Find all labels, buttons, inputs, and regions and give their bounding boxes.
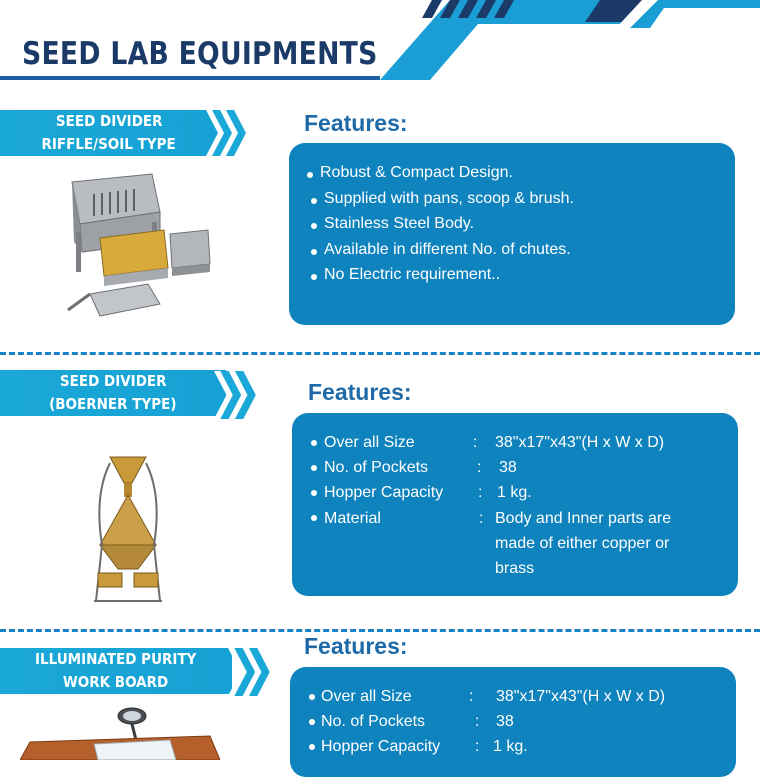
spec-separator: :: [479, 510, 484, 527]
boerner-divider-icon: [88, 455, 168, 607]
tab-line-1: SEED DIVIDER: [55, 112, 163, 130]
spec-label: No. of Pockets: [321, 713, 426, 730]
page-title: SEED LAB EQUIPMENTS: [22, 36, 378, 72]
spec-separator: :: [475, 713, 480, 730]
feature-item: Robust & Compact Design.: [320, 164, 513, 181]
spec-value: 1 kg.: [493, 738, 528, 755]
spec-label: Material: [324, 510, 381, 527]
seed-divider-riffle-icon: [60, 172, 220, 324]
tab-line-1: SEED DIVIDER: [59, 372, 167, 390]
features-box-riffle: [289, 143, 735, 325]
features-heading: Features:: [308, 379, 412, 405]
bullet-dot: [311, 440, 317, 446]
spec-value: 38"x17"x43"(H x W x D): [495, 434, 665, 451]
spec-value: 38"x17"x43"(H x W x D): [496, 688, 666, 705]
purity-work-board-icon: [20, 700, 220, 760]
spec-separator: :: [469, 688, 474, 705]
spec-label: No. of Pockets: [324, 459, 429, 476]
spec-separator: :: [475, 738, 480, 755]
bullet-dot: [311, 465, 317, 471]
bullet-dot: [309, 719, 315, 725]
spec-value-line: Body and Inner parts are: [495, 510, 672, 527]
spec-separator: :: [473, 434, 478, 451]
spec-label: Hopper Capacity: [324, 484, 444, 501]
features-box-purity: [290, 667, 736, 777]
bullet-dot: [311, 249, 317, 255]
double-chevron-icon: [228, 648, 274, 696]
bullet-dot: [309, 744, 315, 750]
double-chevron-icon: [206, 110, 250, 156]
section-divider: [0, 352, 760, 355]
features-heading: Features:: [304, 110, 408, 136]
features-box-boerner: [292, 413, 738, 596]
spec-value: 38: [496, 713, 514, 730]
spec-separator: :: [477, 459, 482, 476]
spec-value-line: brass: [495, 560, 535, 577]
header-stripe-graphic: [360, 0, 760, 80]
feature-item: Stainless Steel Body.: [324, 215, 475, 232]
features-heading: Features:: [304, 633, 408, 659]
tab-line-2: RIFFLE/SOIL TYPE: [41, 135, 177, 153]
spec-label: Over all Size: [321, 688, 412, 705]
section-tab-boerner-divider: [0, 370, 226, 416]
bullet-dot: [311, 223, 317, 229]
feature-item: Supplied with pans, scoop & brush.: [324, 190, 574, 207]
feature-item: Available in different No. of chutes.: [324, 241, 571, 258]
spec-value: 1 kg.: [497, 484, 532, 501]
spec-label: Hopper Capacity: [321, 738, 441, 755]
spec-value-line: made of either copper or: [495, 535, 670, 552]
spec-separator: :: [478, 484, 483, 501]
feature-item: No Electric requirement..: [324, 266, 501, 283]
double-chevron-icon: [214, 370, 260, 420]
tab-line-1: ILLUMINATED PURITY: [35, 650, 197, 668]
bullet-dot: [307, 172, 313, 178]
section-tab-purity-board: [0, 648, 232, 694]
title-underline: [0, 76, 380, 80]
bullet-dot: [311, 274, 317, 280]
section-tab-riffle-divider: [0, 110, 218, 156]
bullet-dot: [311, 515, 317, 521]
bullet-dot: [311, 198, 317, 204]
spec-label: Over all Size: [324, 434, 415, 451]
bullet-dot: [311, 490, 317, 496]
spec-value: 38: [499, 459, 517, 476]
bullet-dot: [309, 694, 315, 700]
tab-line-2: WORK BOARD: [63, 673, 169, 691]
section-divider: [0, 629, 760, 632]
tab-line-2: (BOERNER TYPE): [49, 395, 177, 413]
